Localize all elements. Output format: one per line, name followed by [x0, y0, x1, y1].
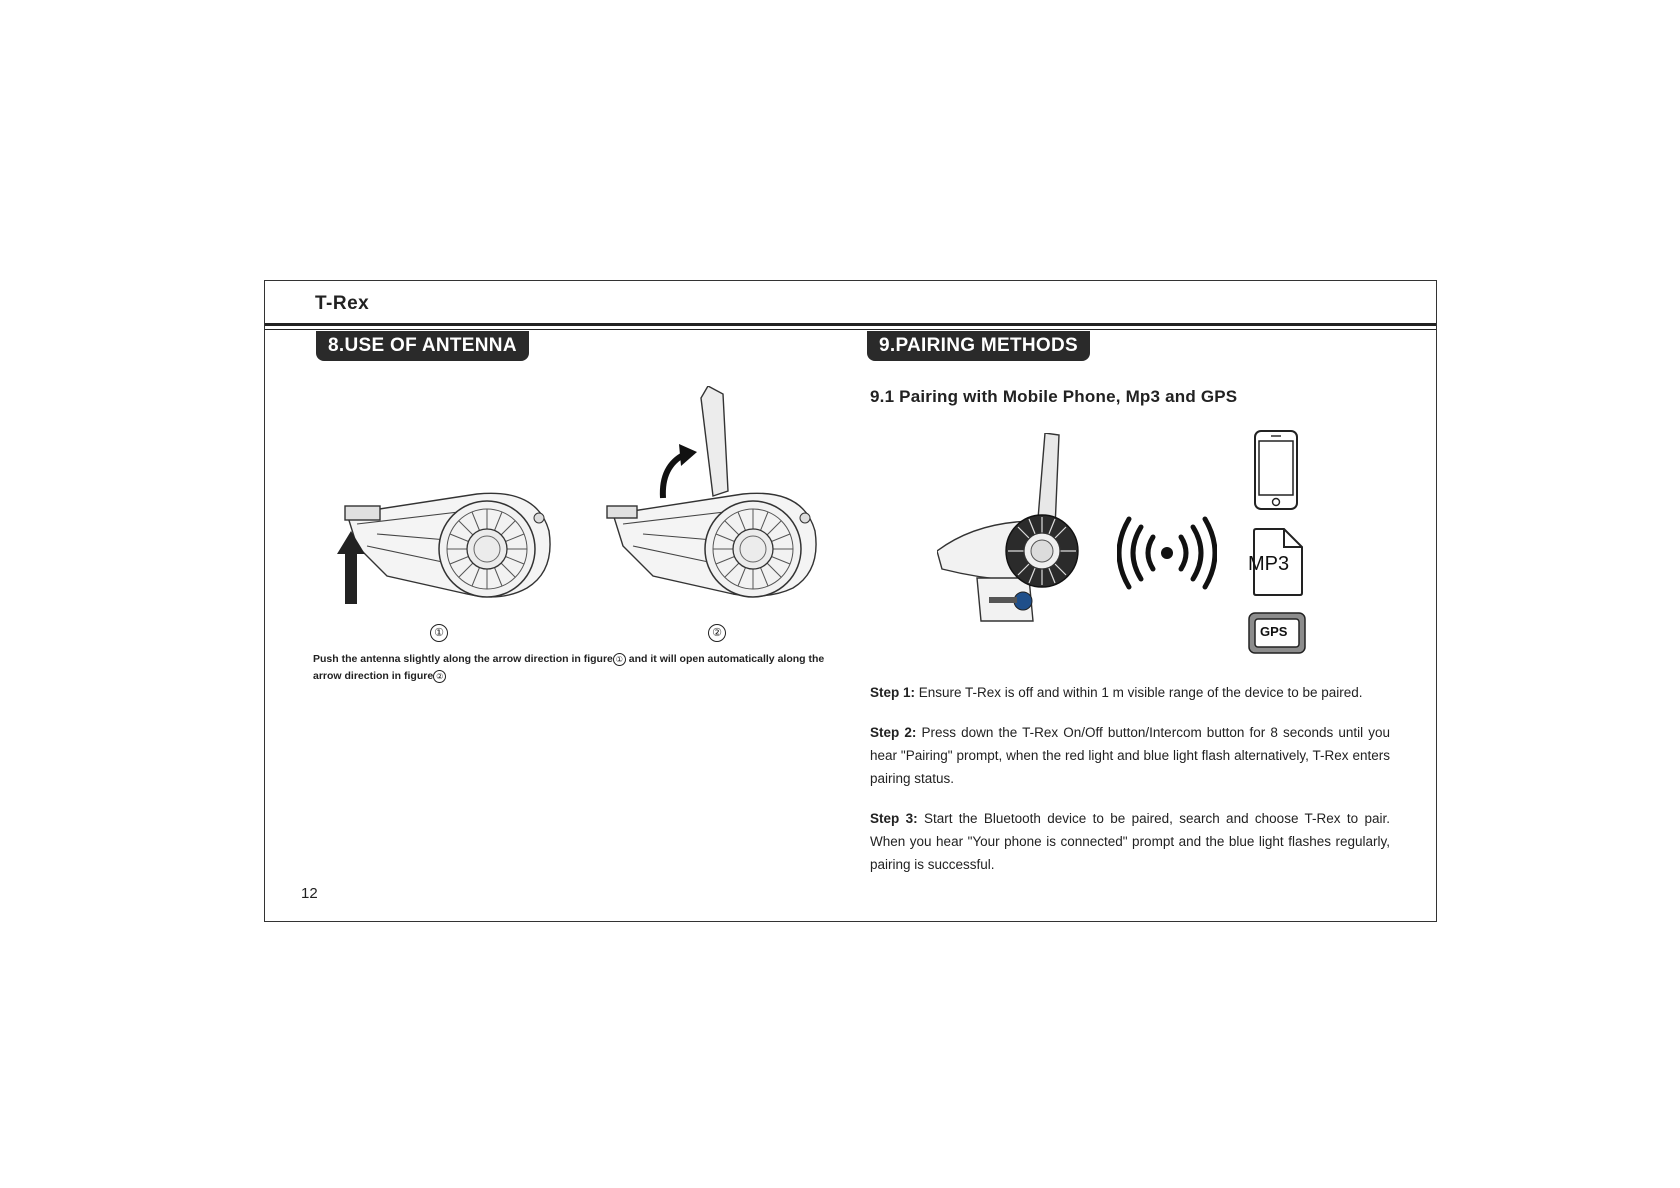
mobile-phone-icon — [1253, 429, 1299, 511]
caption-figure-ref-2: ② — [433, 670, 446, 683]
pairing-subtitle: 9.1 Pairing with Mobile Phone, Mp3 and GPS — [870, 387, 1238, 406]
brand-title: T-Rex — [315, 293, 370, 314]
step-3 — [870, 807, 1390, 876]
step-2 — [870, 721, 1390, 790]
step-1 — [870, 681, 1390, 704]
section-title-antenna: 8.USE OF ANTENNA — [316, 331, 529, 361]
mp3-file-icon — [1248, 527, 1304, 597]
figure-1-label: ① — [430, 624, 448, 642]
step-3-label: Step 3: — [870, 811, 918, 826]
headset-illustration — [937, 433, 1087, 623]
caption-figure-ref-1: ① — [613, 653, 626, 666]
mp3-label: MP3 — [1248, 553, 1290, 575]
pairing-steps — [870, 681, 1390, 893]
header-rule-thick — [265, 323, 1436, 326]
manual-page — [264, 280, 1437, 922]
step-1-text: Ensure T-Rex is off and within 1 m visible range of the device to be paired. — [915, 685, 1363, 700]
wireless-signal-icon — [1117, 513, 1217, 593]
step-3-text: Start the Bluetooth device to be paired, search and choose T-Rex to pair. When you hear "Your phone is connected" prompt and the blue light flashes regularly, pairing is successful. — [870, 811, 1390, 872]
gps-label: GPS — [1260, 624, 1288, 639]
antenna-figure-2 — [593, 386, 823, 601]
caption-text-2: and it will open automatically along the arrow direction in figure — [313, 653, 825, 682]
step-1-label: Step 1: — [870, 685, 916, 700]
step-2-text: Press down the T-Rex On/Off button/Intercom button for 8 seconds until you hear "Pairing" prompt, when the red light and blue light flash alternatively, T-Rex enters pairing status. — [870, 725, 1390, 786]
caption-text-1: Push the antenna slightly along the arrow direction in figure — [313, 653, 613, 665]
antenna-caption — [313, 651, 843, 685]
step-2-label: Step 2: — [870, 725, 917, 740]
header-rule-thin — [265, 329, 1436, 330]
figure-2-label: ② — [708, 624, 726, 642]
page-number: 12 — [301, 885, 318, 902]
section-title-pairing: 9.PAIRING METHODS — [867, 331, 1090, 361]
antenna-figure-1 — [327, 476, 557, 606]
gps-device-icon — [1248, 612, 1306, 654]
